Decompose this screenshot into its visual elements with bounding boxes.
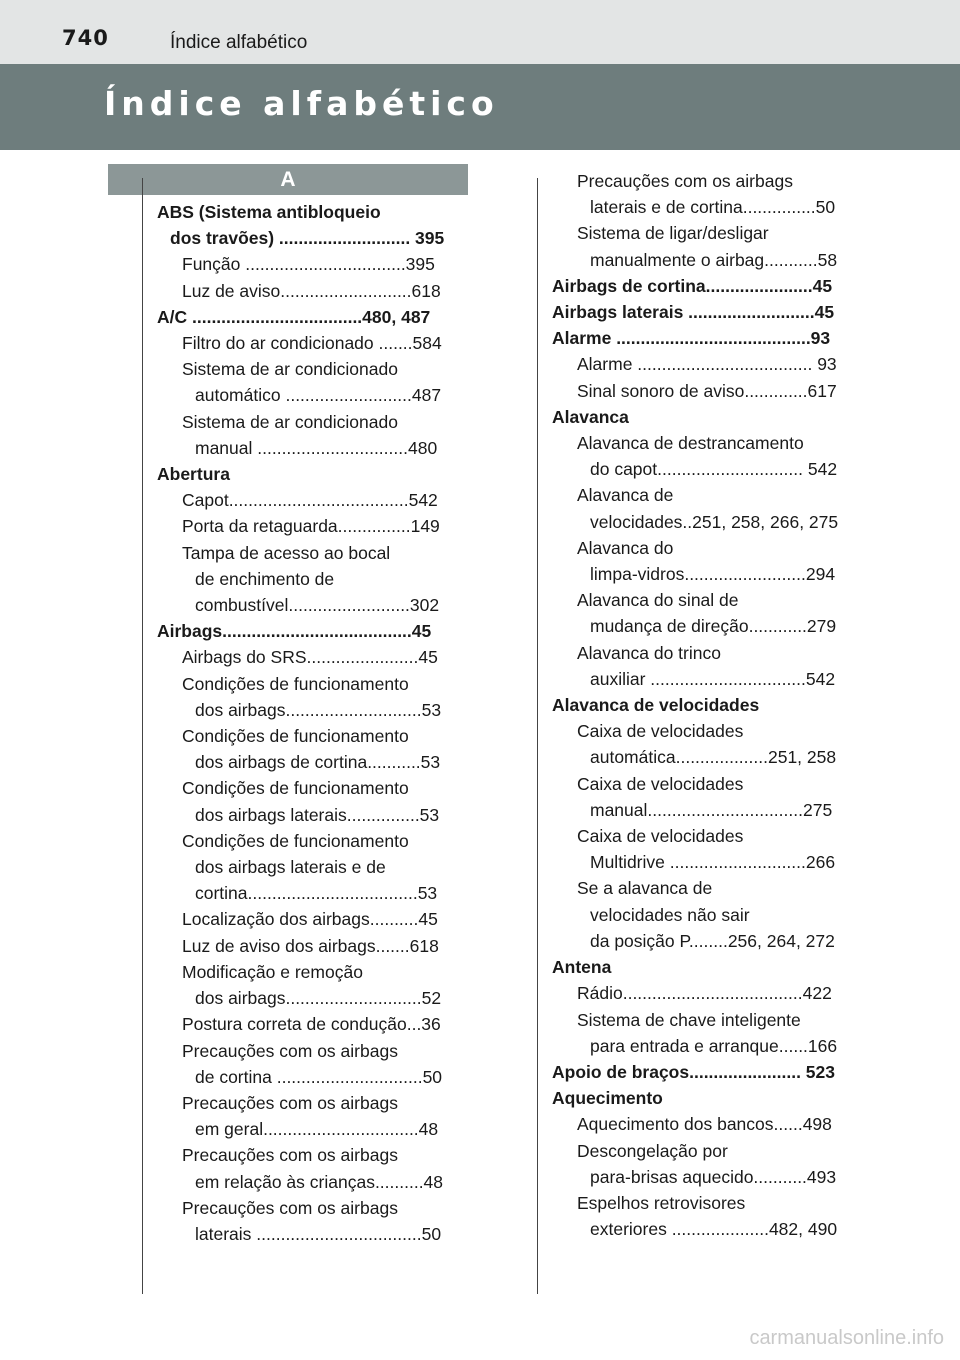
index-subentry: Sinal sonoro de aviso.............617 xyxy=(577,380,837,401)
index-subentry: para-brisas aquecido...........493 xyxy=(590,1166,837,1187)
index-column-right xyxy=(552,168,862,1242)
index-subentry: Condições de funcionamento xyxy=(182,778,409,799)
index-subentry: Sistema de chave inteligente xyxy=(577,1009,801,1030)
index-subentry: velocidades não sair xyxy=(590,904,750,925)
index-subentry: Condições de funcionamento xyxy=(182,830,409,851)
index-subentry: Rádio.....................................422 xyxy=(577,983,832,1004)
index-subentry: em relação às crianças..........48 xyxy=(195,1171,444,1192)
header-bar xyxy=(0,0,960,64)
index-subentry: Precauções com os airbags xyxy=(182,1145,398,1166)
index-subentry: Alavanca de destrancamento xyxy=(577,433,804,454)
index-subentry: Localização dos airbags..........45 xyxy=(182,909,438,930)
index-subentry: Espelhos retrovisores xyxy=(577,1192,746,1213)
index-subentry: Função .................................395 xyxy=(182,254,435,275)
index-subentry: manual................................275 xyxy=(590,799,833,820)
index-subentry: Precauções com os airbags xyxy=(182,1092,398,1113)
index-subentry: Airbags do SRS.......................45 xyxy=(182,647,438,668)
index-entry: Alavanca xyxy=(552,406,629,427)
index-subentry: Precauções com os airbags xyxy=(577,171,793,191)
index-subentry: dos airbags laterais e de xyxy=(195,857,386,878)
index-subentry: dos airbags............................52 xyxy=(195,988,442,1009)
index-subentry: Condições de funcionamento xyxy=(182,726,409,747)
index-entry: Airbags laterais ..........................45 xyxy=(552,302,835,323)
index-subentry: Precauções com os airbags xyxy=(182,1197,398,1218)
index-subentry: laterais ..................................50 xyxy=(195,1223,442,1244)
index-subentry: Caixa de velocidades xyxy=(577,826,744,847)
index-subentry: laterais e de cortina...............50 xyxy=(590,197,836,218)
index-entry: ABS (Sistema antibloqueio xyxy=(157,202,381,222)
index-entry: Antena xyxy=(552,957,612,978)
index-subentry: manual ...............................480 xyxy=(195,437,438,458)
index-subentry: Multidrive ............................266 xyxy=(590,852,836,873)
letter-heading: A xyxy=(108,164,468,195)
index-subentry: mudança de direção............279 xyxy=(590,616,837,637)
index-subentry: para entrada e arranque......166 xyxy=(590,1035,838,1056)
index-entry: Airbags de cortina......................45 xyxy=(552,275,833,296)
index-subentry: limpa-vidros.........................294 xyxy=(590,564,836,585)
index-subentry: Alavanca de xyxy=(577,485,674,506)
index-subentry: Condições de funcionamento xyxy=(182,673,409,694)
index-subentry: automática...................251, 258 xyxy=(590,747,837,768)
index-subentry: em geral................................48 xyxy=(195,1119,439,1140)
index-entry: Alarme ........................................93 xyxy=(552,328,831,349)
index-subentry: Sistema de ligar/desligar xyxy=(577,223,769,244)
index-subentry: Descongelação por xyxy=(577,1140,728,1161)
index-subentry: velocidades..251, 258, 266, 275 xyxy=(590,511,839,532)
index-entry: A/C ...................................480, 487 xyxy=(157,306,431,327)
index-subentry: Capot.....................................542 xyxy=(182,490,438,511)
index-subentry: Aquecimento dos bancos......498 xyxy=(577,1114,832,1135)
index-subentry: Tampa de acesso ao bocal xyxy=(182,542,391,563)
index-subentry: Porta da retaguarda...............149 xyxy=(182,516,440,537)
running-header: Índice alfabético xyxy=(170,32,308,53)
index-subentry: do capot.............................. 542 xyxy=(590,459,838,480)
index-subentry: de enchimento de xyxy=(195,568,335,589)
index-subentry: Sistema de ar condicionado xyxy=(182,411,398,432)
index-subentry: Luz de aviso...........................618 xyxy=(182,280,441,301)
index-subentry: da posição P........256, 264, 272 xyxy=(590,930,835,951)
index-subentry: manualmente o airbag...........58 xyxy=(590,249,838,270)
index-subentry: Luz de aviso dos airbags.......618 xyxy=(182,935,439,956)
index-subentry: Caixa de velocidades xyxy=(577,773,744,794)
index-subentry: Alavanca do xyxy=(577,537,674,558)
index-subentry: Alarme .................................... 93 xyxy=(577,354,837,375)
index-subentry: dos airbags de cortina...........53 xyxy=(195,752,441,773)
index-subentry: auxiliar ................................542 xyxy=(590,668,836,689)
index-subentry: dos airbags laterais...............53 xyxy=(195,804,440,825)
index-entry: Airbags.......................................45 xyxy=(157,621,432,642)
index-column-left xyxy=(157,199,467,1247)
watermark: carmanualsonline.info xyxy=(749,1327,944,1349)
index-subentry: Se a alavanca de xyxy=(577,878,713,899)
index-subentry: Modificação e remoção xyxy=(182,961,363,982)
index-subentry: cortina...................................53 xyxy=(195,883,438,904)
page-title: Índice alfabético xyxy=(104,84,499,123)
index-entry: Aquecimento xyxy=(552,1088,663,1109)
index-subentry: dos airbags............................53 xyxy=(195,699,442,720)
index-subentry: Sistema de ar condicionado xyxy=(182,359,398,380)
index-subentry: Alavanca do trinco xyxy=(577,642,721,663)
index-subentry: exteriores ....................482, 490 xyxy=(590,1219,838,1240)
index-subentry: Precauções com os airbags xyxy=(182,1040,398,1061)
index-subentry: combustível.........................302 xyxy=(195,595,440,616)
index-subentry: automático ..........................487 xyxy=(195,385,442,406)
index-entry: Alavanca de velocidades xyxy=(552,695,760,716)
column-divider-right xyxy=(537,178,538,1294)
index-subentry: Postura correta de condução...36 xyxy=(182,1014,441,1035)
index-entry: Apoio de braços....................... 523 xyxy=(552,1061,835,1082)
index-entry: Abertura xyxy=(157,464,230,485)
index-subentry: Caixa de velocidades xyxy=(577,721,744,742)
index-subentry: de cortina ..............................50 xyxy=(195,1066,443,1087)
section-banner xyxy=(0,64,960,150)
column-divider-left xyxy=(142,178,143,1294)
index-subentry: Alavanca do sinal de xyxy=(577,590,739,611)
index-entry: dos travões) ........................... 395 xyxy=(170,228,445,249)
index-subentry: Filtro do ar condicionado .......584 xyxy=(182,333,442,354)
page-number: 740 xyxy=(62,26,109,50)
